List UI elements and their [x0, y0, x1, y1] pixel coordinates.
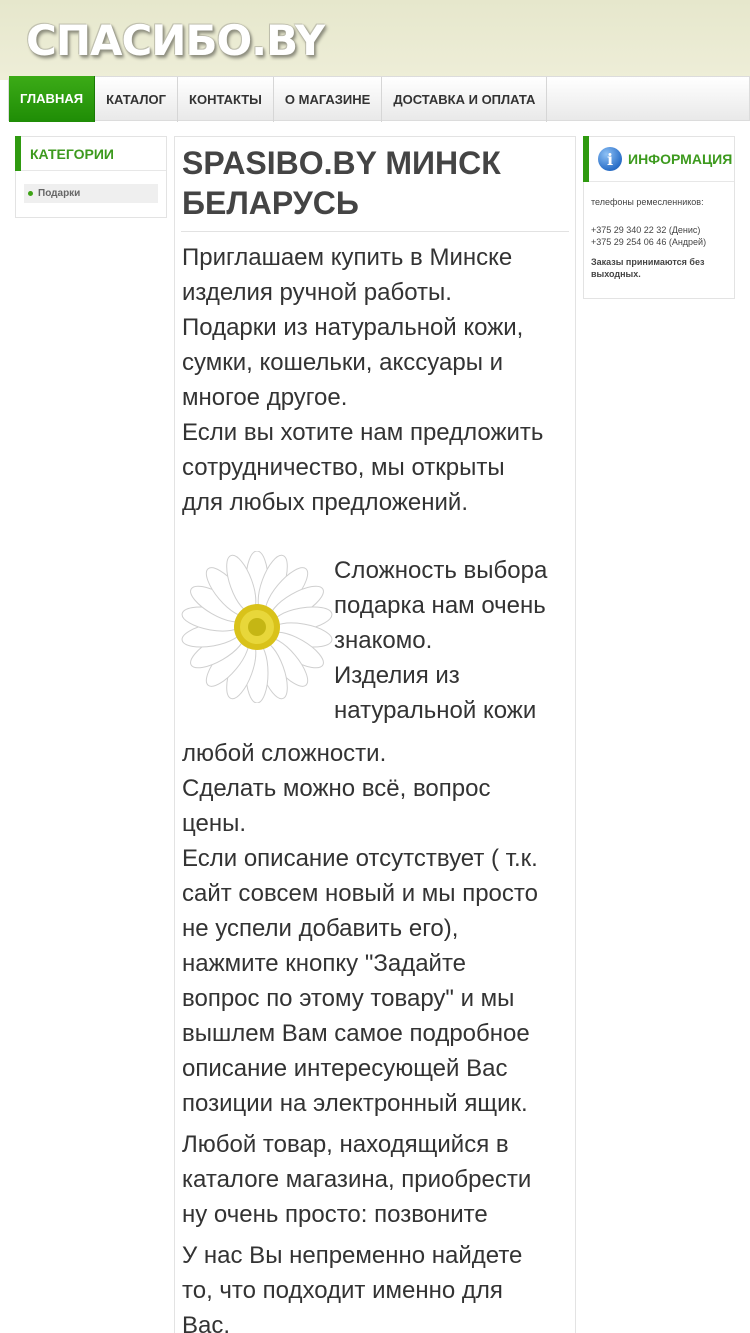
text-line: любой сложности.	[182, 740, 387, 767]
text-line: натуральной кожи	[334, 697, 537, 724]
text-line: позиции на электронный ящик.	[182, 1090, 528, 1117]
text-line: Изделия из	[334, 662, 460, 689]
text-line: то, что подходит именно для	[182, 1277, 503, 1304]
text-line: Если описание отсутствует ( т.к.	[182, 845, 538, 872]
text-line: Любой товар, находящийся в	[182, 1131, 509, 1158]
text-line: сайт совсем новый и мы просто	[182, 880, 538, 907]
text-line: ну очень просто: позвоните	[182, 1201, 488, 1228]
site-header	[0, 0, 750, 80]
text-line: Приглашаем купить в Минске	[182, 244, 513, 271]
text-line: каталоге магазина, приобрести	[182, 1166, 532, 1193]
text-line: вопрос по этому товару" и мы	[182, 985, 515, 1012]
text-line: Сделать можно всё, вопрос	[182, 775, 491, 802]
text-line: Если вы хотите нам предложить	[182, 419, 544, 446]
text-line: цены.	[182, 810, 246, 837]
orders-note: Заказы принимаются без	[591, 257, 705, 267]
text-line: нажмите кнопку "Задайте	[182, 950, 467, 977]
categories-box	[15, 136, 167, 218]
closing-paragraph	[175, 1238, 575, 1333]
info-box	[583, 136, 735, 299]
main-content	[174, 136, 576, 1333]
flower-section	[175, 557, 575, 738]
purchase-paragraph	[175, 1127, 575, 1232]
info-title	[584, 137, 734, 182]
nav-item-catalog[interactable]: КАТАЛОГ	[95, 77, 178, 122]
categories-title-text: КАТЕГОРИИ	[30, 145, 114, 162]
text-line: вышлем Вам самое подробное	[182, 1020, 530, 1047]
text-line: Вас.	[182, 1312, 231, 1333]
text-line: сотрудничество, мы открыты	[182, 454, 505, 481]
category-label: Подарки	[38, 188, 81, 199]
flower-text	[327, 553, 547, 728]
nav-item-home[interactable]: ГЛАВНАЯ	[9, 76, 95, 122]
body-paragraph	[175, 736, 575, 1121]
info-icon: i	[598, 147, 622, 171]
categories-title	[16, 137, 166, 171]
text-line: сумки, кошельки, акссуары и	[182, 349, 504, 376]
info-title-text: ИНФОРМАЦИЯ	[628, 151, 733, 167]
text-line: изделия ручной работы.	[182, 279, 452, 306]
text-line: У нас Вы непременно найдете	[182, 1242, 523, 1269]
intro-paragraph	[175, 240, 575, 520]
nav-item-about[interactable]: О МАГАЗИНЕ	[274, 77, 382, 122]
title-accent-bar	[583, 136, 589, 182]
text-line: Подарки из натуральной кожи,	[182, 314, 524, 341]
text-line: многое другое.	[182, 384, 348, 411]
text-line: подарка нам очень	[334, 592, 546, 619]
phones-label: телефоны ремесленников:	[591, 197, 704, 207]
phone-andrey[interactable]: +375 29 254 06 46 (Андрей)	[591, 237, 707, 247]
daisy-image	[181, 551, 333, 703]
title-accent-bar	[15, 136, 21, 171]
site-logo[interactable]: СПАСИБО.BY	[26, 16, 325, 65]
bullet-icon	[28, 191, 33, 196]
nav-item-contacts[interactable]: КОНТАКТЫ	[178, 77, 274, 122]
page-title: SPASIBO.BY МИНСК БЕЛАРУСЬ	[182, 145, 501, 221]
phone-denis[interactable]: +375 29 340 22 32 (Денис)	[591, 225, 701, 235]
main-nav	[8, 76, 750, 121]
text-line: не успели добавить его),	[182, 915, 459, 942]
text-line: Сложность выбора	[334, 557, 548, 584]
text-line: описание интересующей Вас	[182, 1055, 508, 1082]
title-divider	[181, 231, 569, 232]
text-line: знакомо.	[334, 627, 433, 654]
nav-item-delivery[interactable]: ДОСТАВКА И ОПЛАТА	[382, 77, 547, 122]
orders-note-cont: выходных.	[591, 269, 641, 279]
category-item-gifts[interactable]	[24, 184, 158, 203]
text-line: для любых предложений.	[182, 489, 468, 516]
